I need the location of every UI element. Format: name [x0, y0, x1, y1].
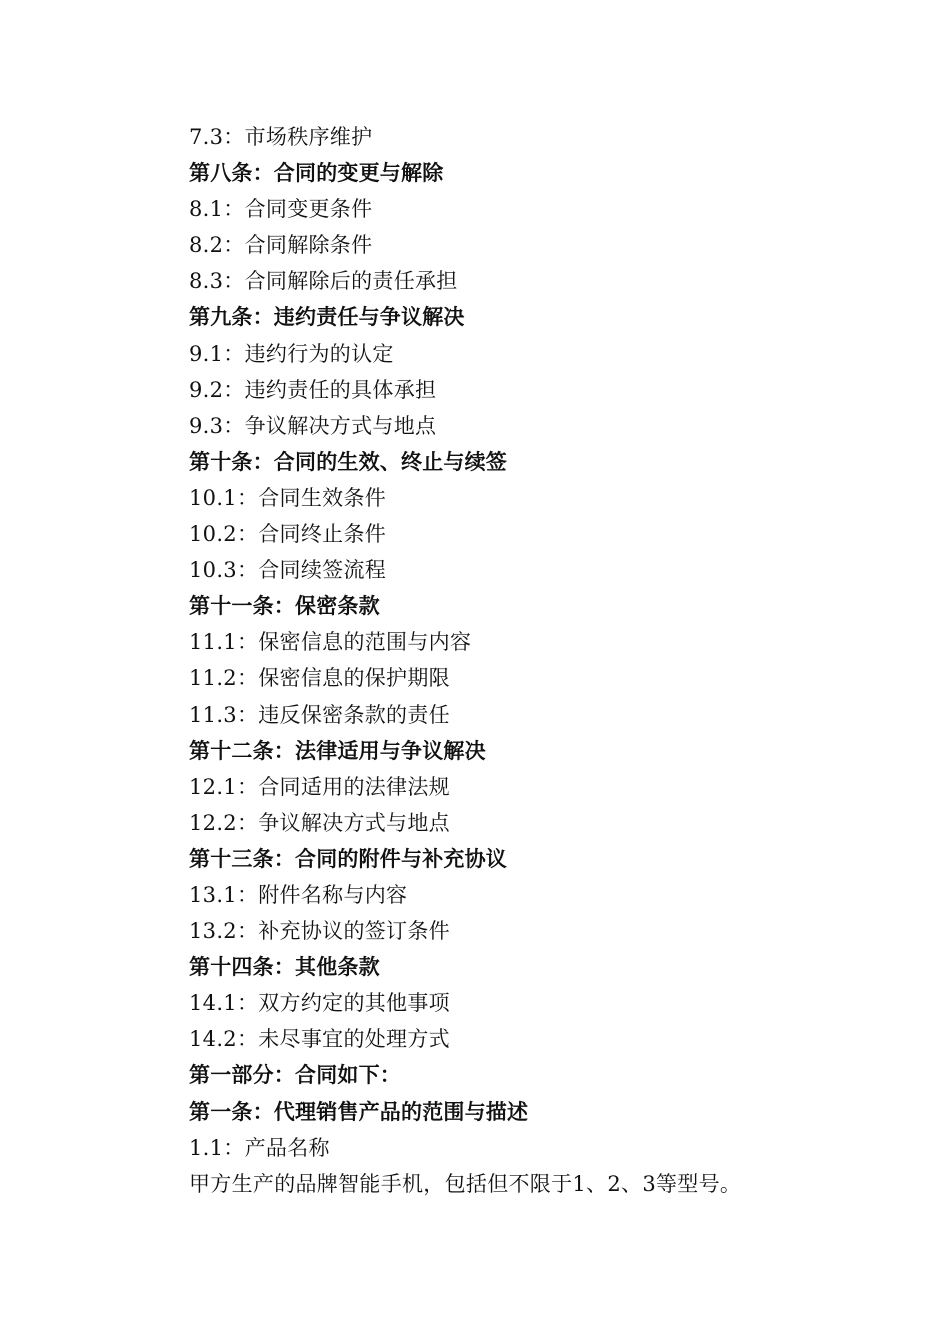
clause-14-2: 14.2：未尽事宜的处理方式 [189, 1027, 450, 1052]
clause-12-1: 12.1：合同适用的法律法规 [189, 774, 450, 799]
clause-13-1: 13.1：附件名称与内容 [189, 882, 408, 907]
clause-10-2: 10.2：合同终止条件 [189, 522, 387, 547]
article-9-heading: 第九条：违约责任与争议解决 [189, 305, 465, 330]
clause-14-1: 14.1：双方约定的其他事项 [189, 991, 450, 1016]
clause-10-1: 10.1：合同生效条件 [189, 485, 387, 510]
clause-11-3: 11.3：违反保密条款的责任 [189, 702, 450, 727]
clause-9-1: 9.1：违约行为的认定 [189, 341, 394, 366]
clause-10-3: 10.3：合同续签流程 [189, 558, 387, 583]
clause-11-1: 11.1：保密信息的范围与内容 [189, 630, 472, 655]
clause-13-2: 13.2：补充协议的签订条件 [189, 919, 450, 944]
document-body [189, 119, 829, 1202]
article-14-heading: 第十四条：其他条款 [189, 955, 380, 980]
clause-1-1: 1.1：产品名称 [189, 1135, 330, 1160]
clause-12-2: 12.2：争议解决方式与地点 [189, 810, 450, 835]
article-12-heading: 第十二条：法律适用与争议解决 [189, 738, 486, 763]
clause-11-2: 11.2：保密信息的保护期限 [189, 666, 450, 691]
clause-1-1-body: 甲方生产的品牌智能手机，包括但不限于1、2、3等型号。 [189, 1171, 742, 1196]
article-11-heading: 第十一条：保密条款 [189, 594, 380, 619]
article-8-heading: 第八条：合同的变更与解除 [189, 161, 444, 186]
clause-8-3: 8.3：合同解除后的责任承担 [189, 269, 458, 294]
clause-7-3: 7.3：市场秩序维护 [189, 125, 373, 149]
clause-9-2: 9.2：违约责任的具体承担 [189, 377, 437, 402]
article-13-heading: 第十三条：合同的附件与补充协议 [189, 846, 507, 871]
part-1-heading: 第一部分：合同如下： [189, 1063, 401, 1088]
article-10-heading: 第十条：合同的生效、终止与续签 [189, 449, 507, 474]
clause-8-2: 8.2：合同解除条件 [189, 233, 373, 258]
clause-9-3: 9.3：争议解决方式与地点 [189, 413, 437, 438]
article-1-heading: 第一条：代理销售产品的范围与描述 [189, 1099, 529, 1124]
clause-8-1: 8.1：合同变更条件 [189, 197, 373, 222]
